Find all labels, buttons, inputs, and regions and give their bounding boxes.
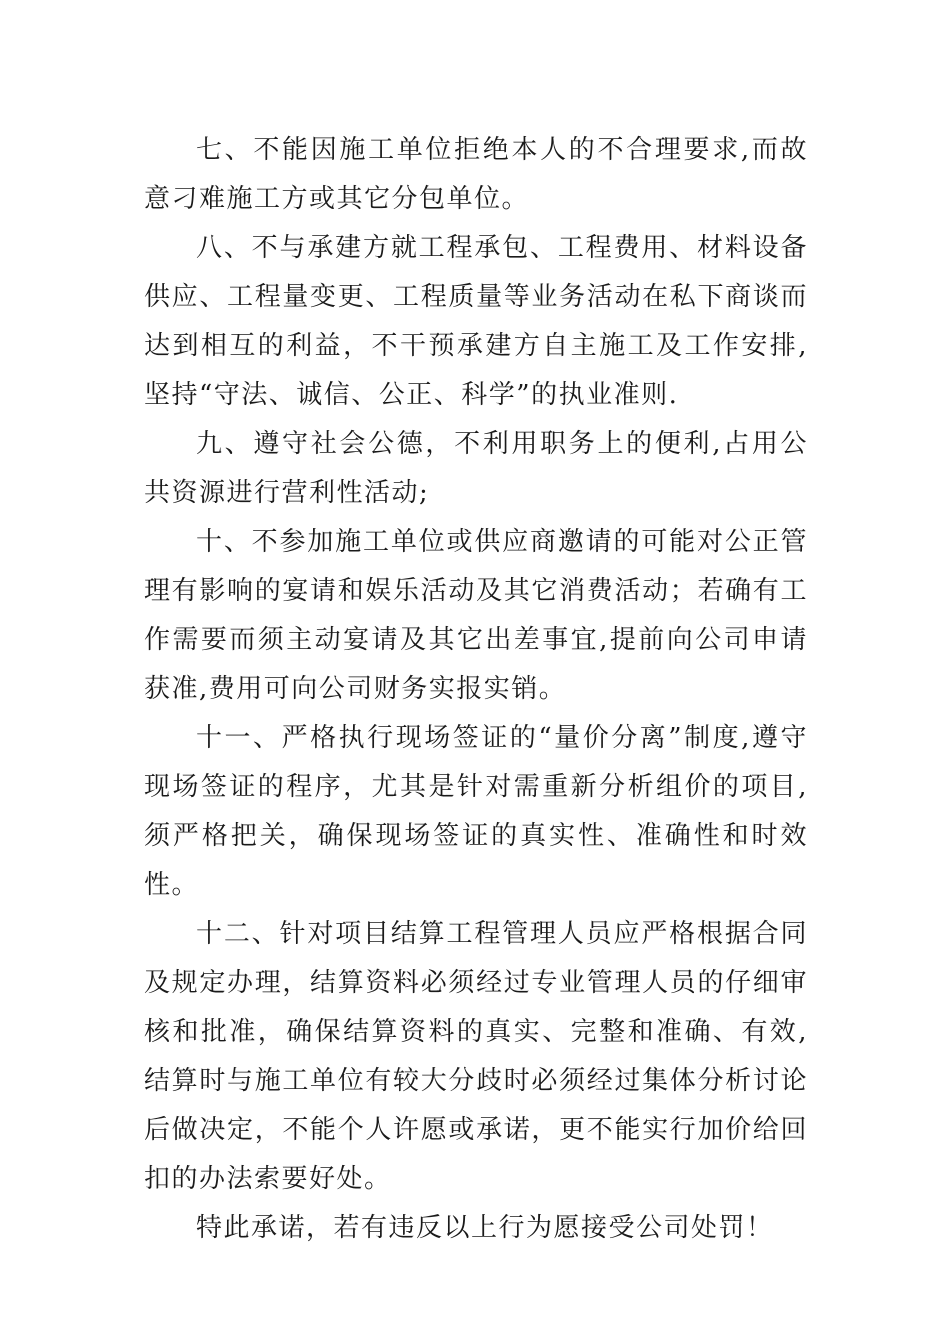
closing-statement: 特此承诺，若有违反以上行为愿接受公司处罚！ — [196, 1213, 774, 1243]
clause-eight: 八、不与承建方就工程承包、工程费用、材料设备供应、工程量变更、工程质量等业务活动在私下商谈而达到相互的利益，不干预承建方自主施工及工作安排,坚持“守法、诚信、公正、科学”的执业准则. — [144, 233, 808, 410]
clause-seven: 七、不能因施工单位拒绝本人的不合理要求,而故意刁难施工方或其它分包单位。 — [144, 135, 808, 214]
clause-ten: 十、不参加施工单位或供应商邀请的可能对公正管理有影响的宴请和娱乐活动及其它消费活动；若确有工作需要而须主动宴请及其它出差事宜,提前向公司申请获准,费用可向公司财务实报实销。 — [144, 527, 808, 704]
document-body — [144, 126, 808, 1253]
clause-eleven: 十一、严格执行现场签证的“量价分离”制度,遵守现场签证的程序，尤其是针对需重新分析组价的项目,须严格把关，确保现场签证的真实性、准确性和时效性。 — [144, 723, 808, 900]
clause-nine: 九、遵守社会公德，不利用职务上的便利,占用公共资源进行营利性活动; — [144, 429, 808, 508]
clause-twelve: 十二、针对项目结算工程管理人员应严格根据合同及规定办理，结算资料必须经过专业管理人员的仔细审核和批准，确保结算资料的真实、完整和准确、有效,结算时与施工单位有较大分歧时必须经过集体分析讨论后做决定，不能个人许愿或承诺，更不能实行加价给回扣的办法索要好处。 — [144, 919, 808, 1194]
